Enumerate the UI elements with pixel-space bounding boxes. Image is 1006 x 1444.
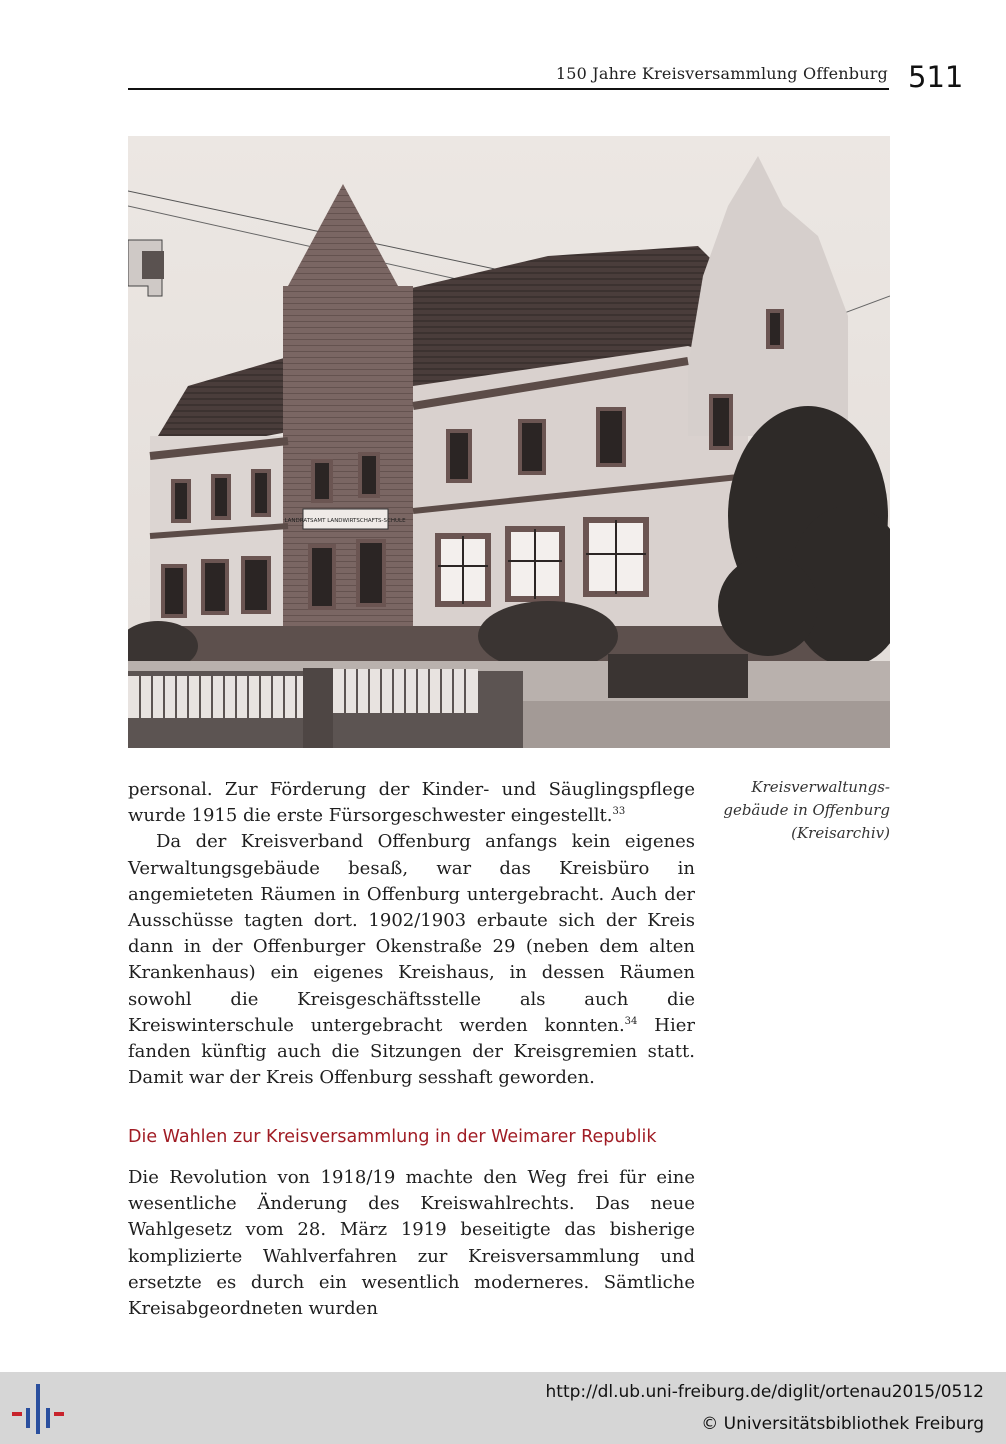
footer-bar xyxy=(0,1372,1006,1444)
paragraph xyxy=(128,777,695,829)
body-text-bottom xyxy=(128,1165,695,1322)
footer-copyright: © Universitätsbibliothek Freiburg xyxy=(701,1414,984,1434)
footnote-ref: 34 xyxy=(624,1015,638,1027)
footnote-ref: 33 xyxy=(612,806,626,818)
building-photo-image xyxy=(128,136,890,748)
running-title: 150 Jahre Kreisversammlung Offenburg xyxy=(555,64,888,83)
caption-line: gebäude in Offenburg xyxy=(723,801,890,819)
footer-url-link[interactable]: http://dl.ub.uni-freiburg.de/diglit/ortenau2015/0512 xyxy=(545,1382,984,1402)
body-text-top xyxy=(128,777,695,1091)
figure-caption xyxy=(714,776,890,845)
header-rule xyxy=(128,88,889,90)
paragraph xyxy=(128,829,695,1091)
sign-text: LANDRATSAMT LANDWIRTSCHAFTS-SCHULE xyxy=(284,518,406,524)
section-heading: Die Wahlen zur Kreisversammlung in der Weimarer Republik xyxy=(128,1127,657,1147)
paragraph: Die Revolution von 1918/19 machte den Weg frei für eine wesentliche Änderung des Kreiswahlrechts. Das neue Wahlgesetz vom 28. März 1919 beseitigte das bisherige komplizierte Wahlverfahren zur Kreisversammlung und ersetzte es durch ein wesentlich moderneres. Sämtliche Kreisabgeordneten wurden xyxy=(128,1167,695,1320)
caption-line: Kreisverwaltungs- xyxy=(751,778,890,796)
building-photograph xyxy=(128,136,890,748)
paragraph-text: Da der Kreisverband Offenburg anfangs kein eigenes Verwaltungsgebäude besaß, war das Kreisbüro in angemieteten Räumen in Offenburg untergebracht. Auch der Ausschüsse tagten dort. 1902/1903 erbaute sich der Kreis dann in der Offenburger Okenstraße 29 (neben dem alten Krankenhaus) ein eigenes Kreishaus, in dessen Räumen sowohl die Kreisgeschäftsstelle als auch die Kreiswinterschule untergebracht werden konnten. xyxy=(128,831,695,1036)
page-number: 511 xyxy=(908,60,964,94)
paragraph-text: personal. Zur Förderung der Kinder- und Säuglingspflege wurde 1915 die erste Fürsorgeschwester eingestellt. xyxy=(128,779,695,827)
caption-line: (Kreisarchiv) xyxy=(791,824,890,842)
paragraph-text: Hier fanden künftig auch die Sitzungen der Kreisgremien statt. Damit war der Kreis Offenburg sesshaft geworden. xyxy=(128,1014,695,1089)
library-logo-icon xyxy=(12,1384,64,1434)
